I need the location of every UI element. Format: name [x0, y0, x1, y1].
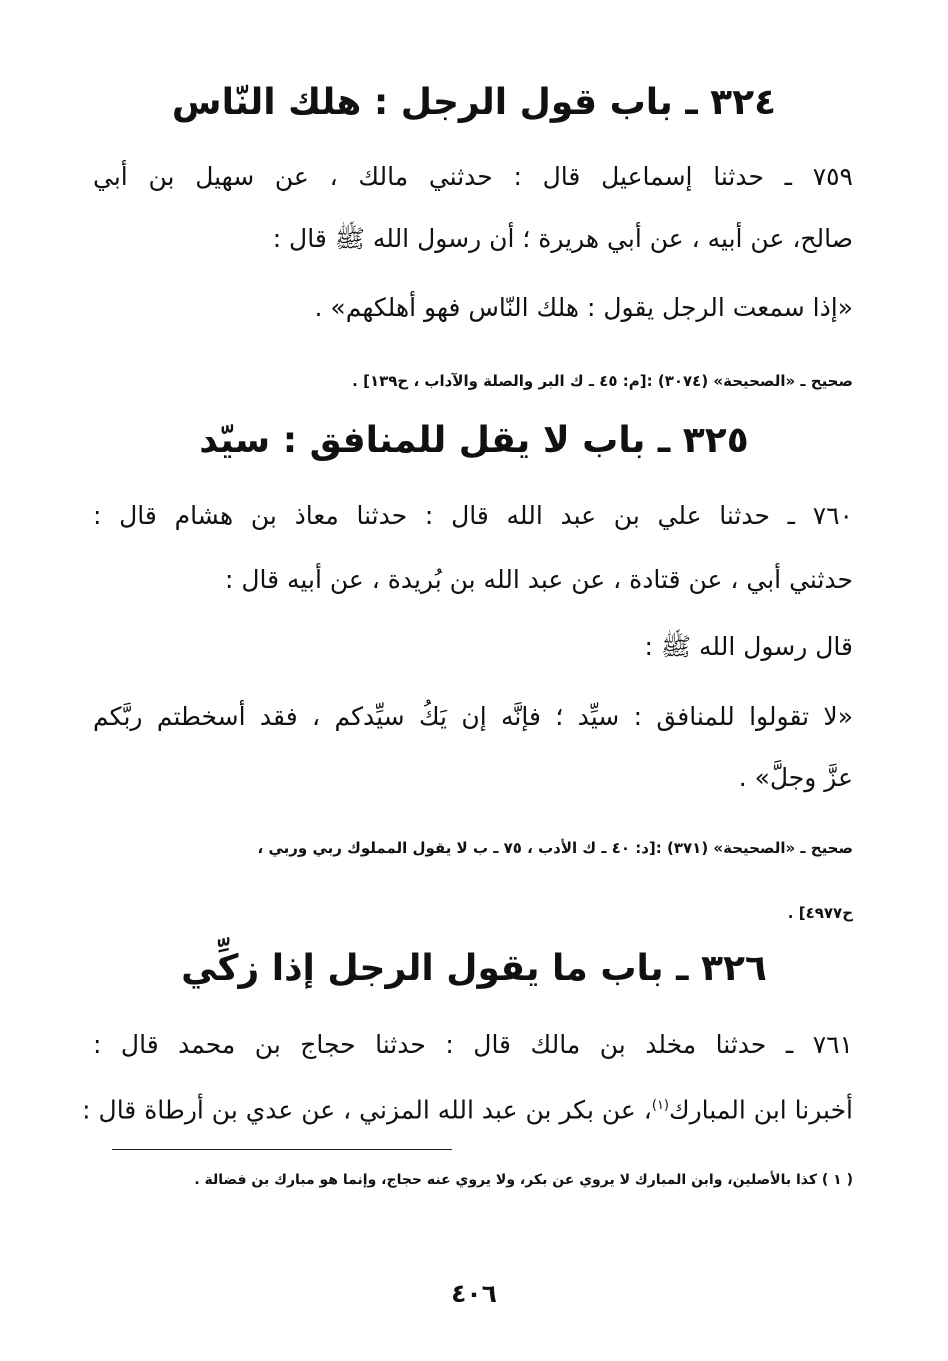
chapter-326-heading: ٣٢٦ ـ باب ما يقول الرجل إذا زكِّي [181, 948, 767, 989]
hadith-759-line-1: ٧٥٩ ـ حدثنا إسماعيل قال : حدثني مالك ، عن سهيل بن أبي [93, 162, 853, 191]
hadith-760-line-1: ٧٦٠ ـ حدثنا علي بن عبد الله قال : حدثنا معاذ بن هشام قال : [93, 501, 853, 530]
hadith-760-grading-line-2: ح٤٩٧٧] . [787, 904, 853, 922]
hadith-760-matn-line-1: «لا تقولوا للمنافق : سيِّد ؛ فإنَّه إن يَكُ سيِّدكم ، فقد أسخطتم ربَّكم [93, 702, 853, 731]
hadith-760-line-2: حدثني أبي ، عن قتادة ، عن عبد الله بن بُريدة ، عن أبيه قال : [224, 565, 853, 594]
hadith-759-grading: صحيح ـ «الصحيحة» (٣٠٧٤) :[م: ٤٥ ـ ك البر والصلة والآداب ، ح١٣٩] . [352, 372, 853, 390]
footnote-marker[interactable]: (١) [651, 1098, 669, 1113]
hadith-761-line-2-end: ، عن بكر بن عبد الله المزني ، عن عدي بن أرطاة قال : [82, 1095, 652, 1125]
chapter-325-heading: ٣٢٥ ـ باب لا يقل للمنافق : سيّد [199, 420, 749, 461]
page-number: ٤٠٦ [451, 1279, 497, 1308]
hadith-760-grading-line-1: صحيح ـ «الصحيحة» (٣٧١) :[د: ٤٠ ـ ك الأدب ، ٧٥ ـ ب لا يقول المملوك ربي وربي ، [257, 839, 853, 857]
hadith-761-line-2 [82, 1089, 853, 1127]
footnote-text: ( ١ ) كذا بالأصلين، وابن المبارك لا يروي عن بكر، ولا يروي عنه حجاج، وإنما هو مبارك بن فضالة . [194, 1172, 853, 1188]
hadith-761-line-2-start: أخبرنا ابن المبارك [669, 1095, 853, 1125]
hadith-759-matn: «إذا سمعت الرجل يقول : هلك النّاس فهو أهلكهم» . [314, 293, 853, 322]
hadith-760-matn-line-2: عزَّ وجلَّ» . [738, 763, 853, 792]
hadith-761-line-1: ٧٦١ ـ حدثنا مخلد بن مالك قال : حدثنا حجاج بن محمد قال : [93, 1030, 853, 1059]
hadith-759-line-2: صالح، عن أبيه ، عن أبي هريرة ؛ أن رسول الله ﷺ قال : [272, 224, 853, 253]
chapter-324-heading: ٣٢٤ ـ باب قول الرجل : هلك النّاس [171, 82, 777, 123]
hadith-760-line-3: قال رسول الله ﷺ : [644, 632, 853, 661]
footnote-divider [112, 1149, 452, 1150]
